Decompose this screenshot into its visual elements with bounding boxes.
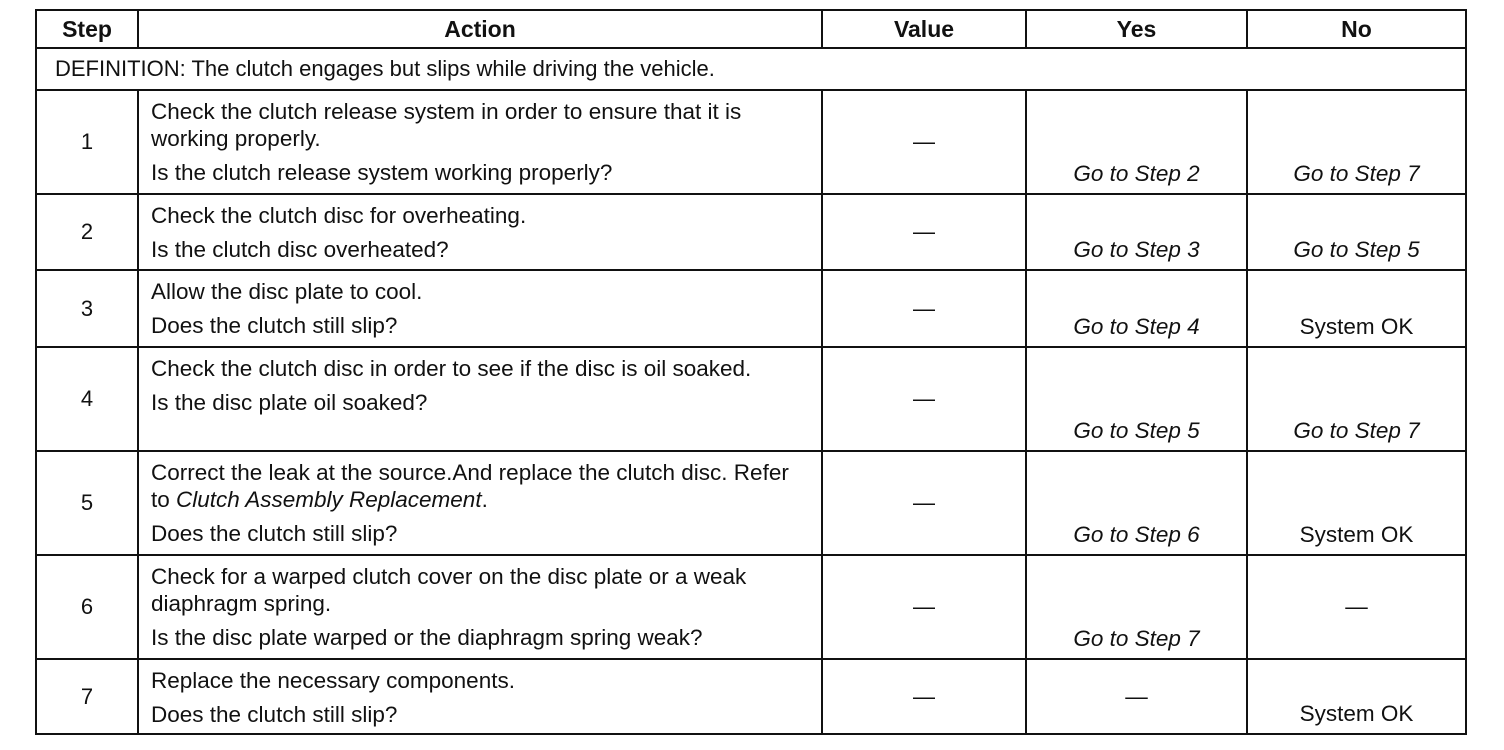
action-text: Allow the disc plate to cool. (151, 279, 423, 304)
action-text: Check for a warped clutch cover on the disc plate or a weak diaphragm spring. (151, 564, 747, 616)
action-text: Replace the necessary components. (151, 668, 515, 693)
value-cell: — (822, 659, 1026, 734)
yes-cell: Go to Step 7 (1026, 555, 1247, 659)
action-question: Does the clutch still slip? (151, 313, 398, 338)
step-number: 1 (36, 90, 138, 194)
action-cell (138, 451, 822, 555)
step-number: 3 (36, 270, 138, 347)
action-question: Is the clutch release system working properly? (151, 160, 613, 185)
step-number: 7 (36, 659, 138, 734)
step-number: 4 (36, 347, 138, 451)
table-row (36, 451, 1466, 555)
action-cell (138, 555, 822, 659)
yes-cell: Go to Step 3 (1026, 194, 1247, 270)
value-cell: — (822, 270, 1026, 347)
step-number: 2 (36, 194, 138, 270)
action-question: Does the clutch still slip? (151, 521, 398, 546)
no-cell: Go to Step 7 (1247, 347, 1466, 451)
no-cell: — (1247, 555, 1466, 659)
table-row (36, 90, 1466, 194)
table-row (36, 659, 1466, 734)
no-cell: Go to Step 7 (1247, 90, 1466, 194)
value-cell: — (822, 555, 1026, 659)
table-row (36, 347, 1466, 451)
action-question: Is the clutch disc overheated? (151, 237, 449, 262)
yes-cell: Go to Step 4 (1026, 270, 1247, 347)
yes-cell: Go to Step 2 (1026, 90, 1247, 194)
action-text (151, 459, 809, 513)
action-cell (138, 194, 822, 270)
value-cell: — (822, 347, 1026, 451)
action-text: Check the clutch disc for overheating. (151, 203, 527, 228)
value-cell: — (822, 90, 1026, 194)
table-row (36, 194, 1466, 270)
step-number: 5 (36, 451, 138, 555)
no-cell: Go to Step 5 (1247, 194, 1466, 270)
definition-text: DEFINITION: The clutch engages but slips while driving the vehicle. (36, 48, 1466, 90)
action-cell (138, 90, 822, 194)
header-no: No (1247, 10, 1466, 48)
table-row (36, 555, 1466, 659)
no-cell: System OK (1247, 451, 1466, 555)
action-cell (138, 347, 822, 451)
action-reference: Clutch Assembly Replacement (176, 487, 482, 512)
action-question: Is the disc plate warped or the diaphragm spring weak? (151, 625, 703, 650)
header-row (36, 10, 1466, 48)
yes-cell: Go to Step 6 (1026, 451, 1247, 555)
action-text: Check the clutch release system in order to ensure that it is working properly. (151, 99, 742, 151)
yes-cell: Go to Step 5 (1026, 347, 1247, 451)
definition-row (36, 48, 1466, 90)
action-question: Is the disc plate oil soaked? (151, 390, 428, 415)
header-step: Step (36, 10, 138, 48)
yes-cell: — (1026, 659, 1247, 734)
value-cell: — (822, 451, 1026, 555)
action-cell (138, 659, 822, 734)
header-value: Value (822, 10, 1026, 48)
action-text-main: Correct the leak at the source.And replace the clutch disc. Refer to (151, 460, 789, 512)
value-cell: — (822, 194, 1026, 270)
action-text-end: . (481, 487, 488, 512)
header-action: Action (138, 10, 822, 48)
action-question: Does the clutch still slip? (151, 702, 398, 727)
action-cell (138, 270, 822, 347)
step-number: 6 (36, 555, 138, 659)
header-yes: Yes (1026, 10, 1247, 48)
diagnostic-table (35, 9, 1467, 735)
no-cell: System OK (1247, 659, 1466, 734)
action-text: Check the clutch disc in order to see if the disc is oil soaked. (151, 356, 752, 381)
table-row (36, 270, 1466, 347)
no-cell: System OK (1247, 270, 1466, 347)
